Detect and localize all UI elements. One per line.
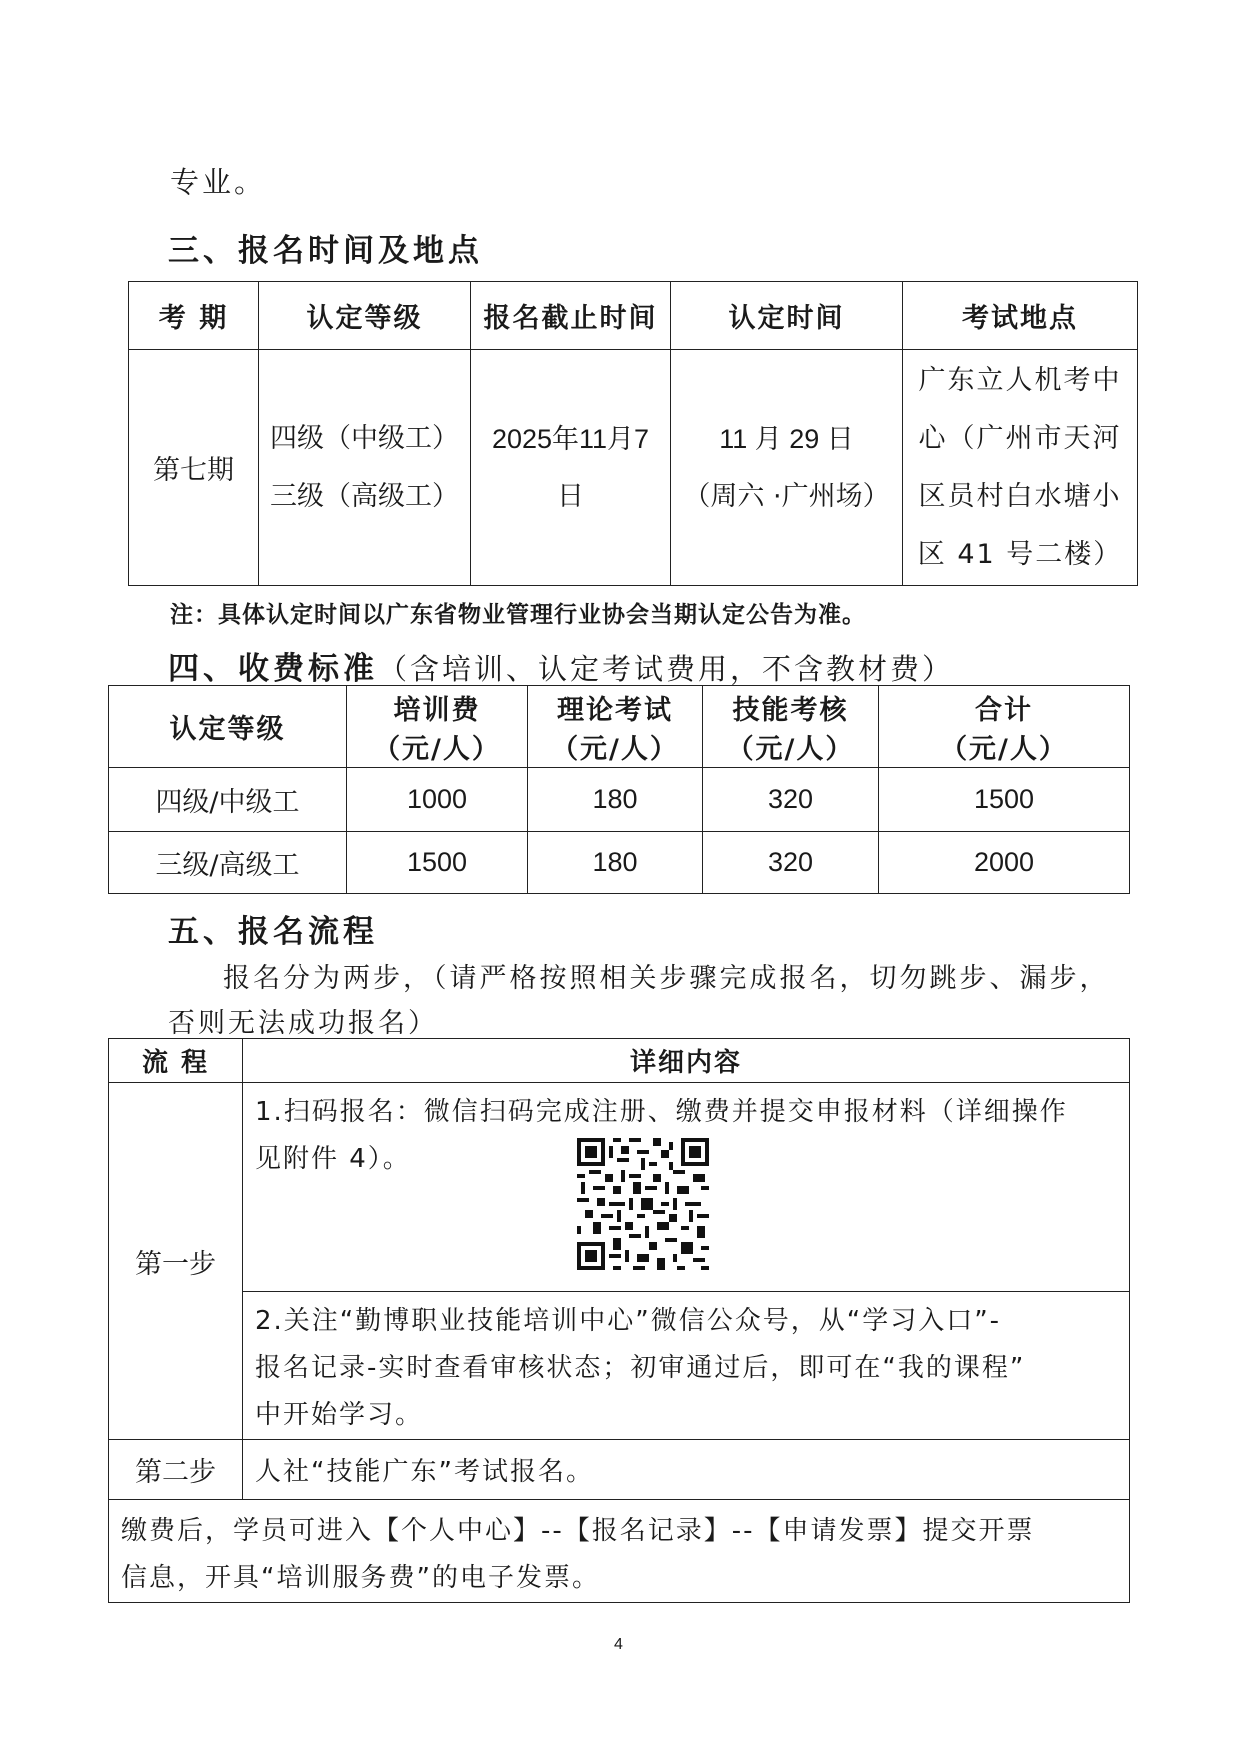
fee-row <box>109 768 1130 832</box>
schedule-header-deadline: 报名截止时间 <box>471 282 671 350</box>
fee-header-training <box>347 686 528 768</box>
fee-header-skill <box>703 686 879 768</box>
invoice-note-cell <box>109 1500 1130 1603</box>
fee-row <box>109 832 1130 894</box>
schedule-location-cell <box>903 350 1138 586</box>
process-header-detail: 详细内容 <box>243 1039 1130 1083</box>
fee-header-line: 合计 <box>975 694 1033 726</box>
section4-subtitle: （含培训、认定考试费用，不含教材费） <box>378 652 955 686</box>
fee-level-cell: 三级/高级工 <box>109 832 347 894</box>
deadline-line: 日 <box>557 480 584 512</box>
step2-content: 人社“技能广东”考试报名。 <box>243 1440 1130 1500</box>
step1-label-cell <box>109 1083 243 1440</box>
section5-heading: 五、报名流程 <box>168 914 378 950</box>
fee-header-line: 技能考核 <box>732 694 849 726</box>
section5-intro-line: 否则无法成功报名） <box>168 1008 438 1039</box>
exam-time-line: 11 月 29 日 <box>719 423 854 454</box>
fee-total-cell: 2000 <box>879 832 1130 894</box>
intro-tail-text: 专业。 <box>170 165 267 199</box>
fee-training-cell: 1000 <box>347 768 528 832</box>
page-number: 4 <box>614 1636 623 1653</box>
fee-training-cell: 1500 <box>347 832 528 894</box>
schedule-level-cell <box>259 350 471 586</box>
step1b-cell <box>243 1292 1130 1440</box>
fee-header-total <box>879 686 1130 768</box>
invoice-note-line: 缴费后，学员可进入【个人中心】--【报名记录】--【申请发票】提交开票 <box>121 1516 1035 1546</box>
schedule-header-location: 考试地点 <box>903 282 1138 350</box>
fee-header-line: 理论考试 <box>557 694 673 726</box>
fee-table <box>108 685 1130 894</box>
step1a-line: 1.扫码报名：微信扫码完成注册、缴费并提交申报材料（详细操作 <box>255 1097 1068 1127</box>
step2-label: 第二步 <box>135 1457 216 1488</box>
process-header-flow: 流 程 <box>109 1039 243 1083</box>
fee-header-unit: （元/人） <box>940 733 1068 765</box>
invoice-note-line: 信息，开具“培训服务费”的电子发票。 <box>121 1563 600 1593</box>
fee-header-level <box>109 686 347 768</box>
fee-theory-cell: 180 <box>528 832 703 894</box>
registration-schedule-table <box>128 281 1138 586</box>
section4-heading <box>168 643 954 688</box>
section3-heading: 三、报名时间及地点 <box>168 233 483 269</box>
fee-header-unit: （元/人） <box>551 733 679 765</box>
deadline-line: 2025年11月7 <box>491 423 650 454</box>
schedule-header-period: 考 期 <box>129 282 259 350</box>
schedule-period-cell <box>129 350 259 586</box>
schedule-note: 注：具体认定时间以广东省物业管理行业协会当期认定公告为准。 <box>170 602 866 628</box>
schedule-exam-time-cell <box>671 350 903 586</box>
fee-header-line: 认定等级 <box>169 714 286 745</box>
location-line: 区员村白水塘小 <box>918 480 1122 512</box>
section5-intro-line: 报名分为两步，（请严格按照相关步骤完成报名，切勿跳步、漏步， <box>223 963 1110 994</box>
location-line: 区 41 号二楼） <box>917 538 1123 570</box>
step1b-line: 2.关注“勤博职业技能培训中心”微信公众号，从“学习入口”- <box>255 1306 1002 1336</box>
level-line: 四级（中级工） <box>270 422 459 454</box>
fee-header-unit: （元/人） <box>726 733 855 765</box>
fee-total-cell: 1500 <box>879 768 1130 832</box>
step1a-cell <box>243 1083 1130 1292</box>
registration-process-table <box>108 1038 1130 1603</box>
fee-header-unit: （元/人） <box>373 733 501 765</box>
fee-skill-cell: 320 <box>703 768 879 832</box>
step1b-line: 中开始学习。 <box>255 1400 424 1430</box>
level-line: 三级（高级工） <box>270 480 459 512</box>
step1-label: 第一步 <box>135 1248 216 1280</box>
fee-skill-cell: 320 <box>703 832 879 894</box>
step2-label-cell <box>109 1440 243 1500</box>
location-line: 广东立人机考中 <box>918 364 1122 396</box>
registration-qr-code[interactable] <box>577 1138 709 1270</box>
fee-theory-cell: 180 <box>528 768 703 832</box>
period-label: 第七期 <box>153 455 234 486</box>
fee-header-line: 培训费 <box>393 694 481 726</box>
fee-level-cell: 四级/中级工 <box>109 768 347 832</box>
schedule-deadline-cell <box>471 350 671 586</box>
schedule-header-exam-time: 认定时间 <box>671 282 903 350</box>
schedule-header-level: 认定等级 <box>259 282 471 350</box>
step1a-line: 见附件 4）。 <box>255 1144 411 1174</box>
fee-header-theory <box>528 686 703 768</box>
section4-title: 四、收费标准 <box>168 651 378 687</box>
step1b-line: 报名记录-实时查看审核状态；初审通过后，即可在“我的课程” <box>255 1353 1026 1383</box>
exam-time-line: （周六 ·广州场） <box>683 480 890 512</box>
location-line: 心（广州市天河 <box>918 422 1122 454</box>
